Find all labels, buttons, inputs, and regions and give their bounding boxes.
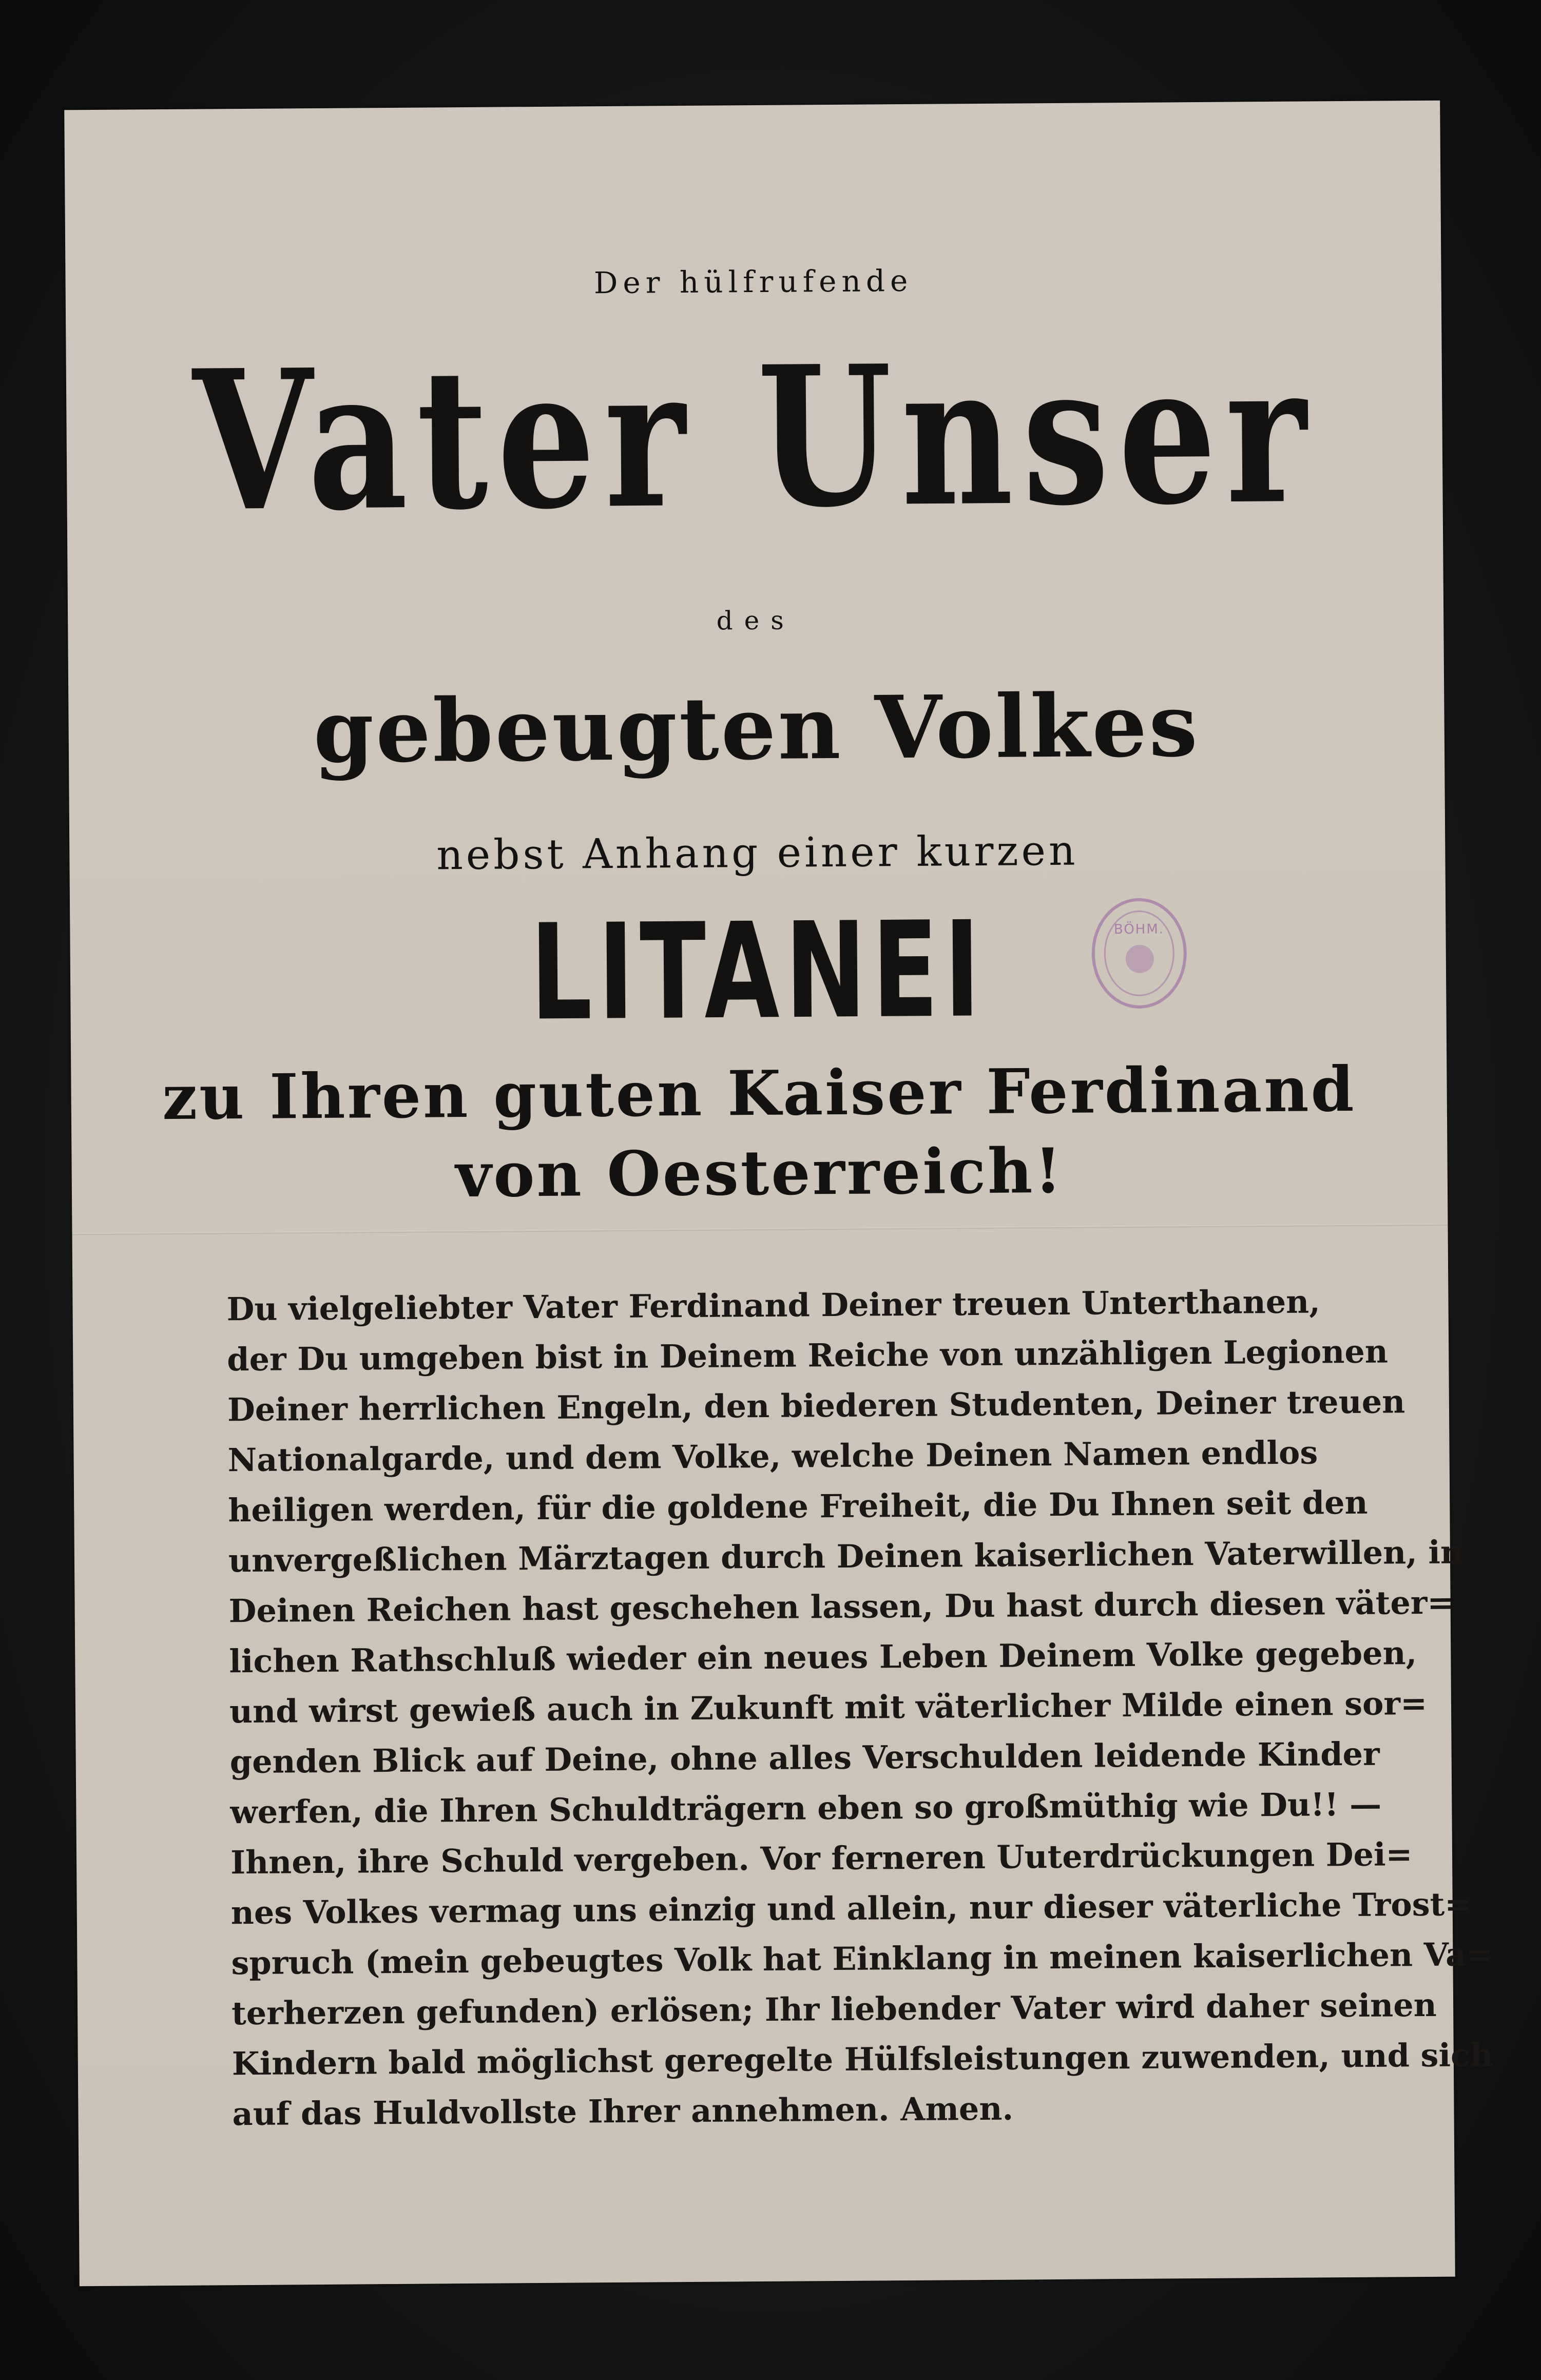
body-line: lichen Rathschluß wieder ein neues Leben Deinem Volke gegeben, [229, 1634, 1417, 1680]
main-title: Vater Unser [192, 320, 1317, 554]
body-line: genden Blick auf Deine, ohne alles Verschulden leidende Kinder [229, 1735, 1380, 1781]
body-line: und wirst gewieß auch in Zukunft mit väterlicher Milde einen sor= [229, 1684, 1428, 1731]
body-line: Kindern bald möglichst geregelte Hülfsleistungen zuwenden, und sich [232, 2036, 1494, 2083]
body-line: terherzen gefunden) erlösen; Ihr liebender Vater wird daher seinen [231, 1986, 1437, 2033]
body-line: Deiner herrlichen Engeln, den biederen Studenten, Deiner treuen [227, 1383, 1405, 1429]
fold-crease [72, 1224, 1448, 1235]
body-line: Nationalgarde, und dem Volke, welche Deinen Namen endlos [227, 1434, 1318, 1479]
secondary-title: gebeugten Volkes [313, 674, 1200, 783]
stamp-text: BÖHM. [1113, 921, 1165, 938]
subtitle-line: Der hülfrufende [593, 263, 913, 301]
dedication-line-2: von Oesterreich! [455, 1134, 1064, 1212]
connector-word: des [716, 605, 796, 636]
litanei-heading: LITANEI [530, 893, 987, 1051]
appendix-line: nebst Anhang einer kurzen [436, 826, 1078, 879]
body-line: heiligen werden, für die goldene Freiheit, die Du Ihnen seit den [228, 1483, 1368, 1530]
body-line: Deinen Reichen hast geschehen lassen, Du hast durch diesen väter= [228, 1583, 1454, 1630]
crest-icon [1126, 945, 1154, 973]
body-line: unvergeßlichen Märztagen durch Deinen kaiserlichen Vaterwillen, in [228, 1533, 1464, 1580]
body-line: spruch (mein gebeugtes Volk hat Einklang in meinen kaiserlichen Va= [231, 1936, 1493, 1982]
dedication-line-1: zu Ihren guten Kaiser Ferdinand [162, 1053, 1356, 1134]
library-stamp-icon [1091, 898, 1187, 1009]
prayer-body [226, 1277, 1494, 2139]
body-line: Du vielgeliebter Vater Ferdinand Deiner treuen Unterthanen, [226, 1283, 1321, 1328]
body-line: auf das Huldvollste Ihrer annehmen. Amen. [232, 2089, 1014, 2133]
body-line: der Du umgeben bist in Deinem Reiche von unzähligen Legionen [226, 1332, 1389, 1379]
body-line: nes Volkes vermag uns einzig und allein, nur dieser väterliche Trost= [230, 1885, 1472, 1932]
body-line: Ihnen, ihre Schuld vergeben. Vor ferneren Uuterdrückungen Dei= [230, 1835, 1413, 1882]
body-line: werfen, die Ihren Schuldträgern eben so großmüthig wie Du!! — [230, 1785, 1382, 1831]
document-sheet [64, 101, 1494, 2287]
